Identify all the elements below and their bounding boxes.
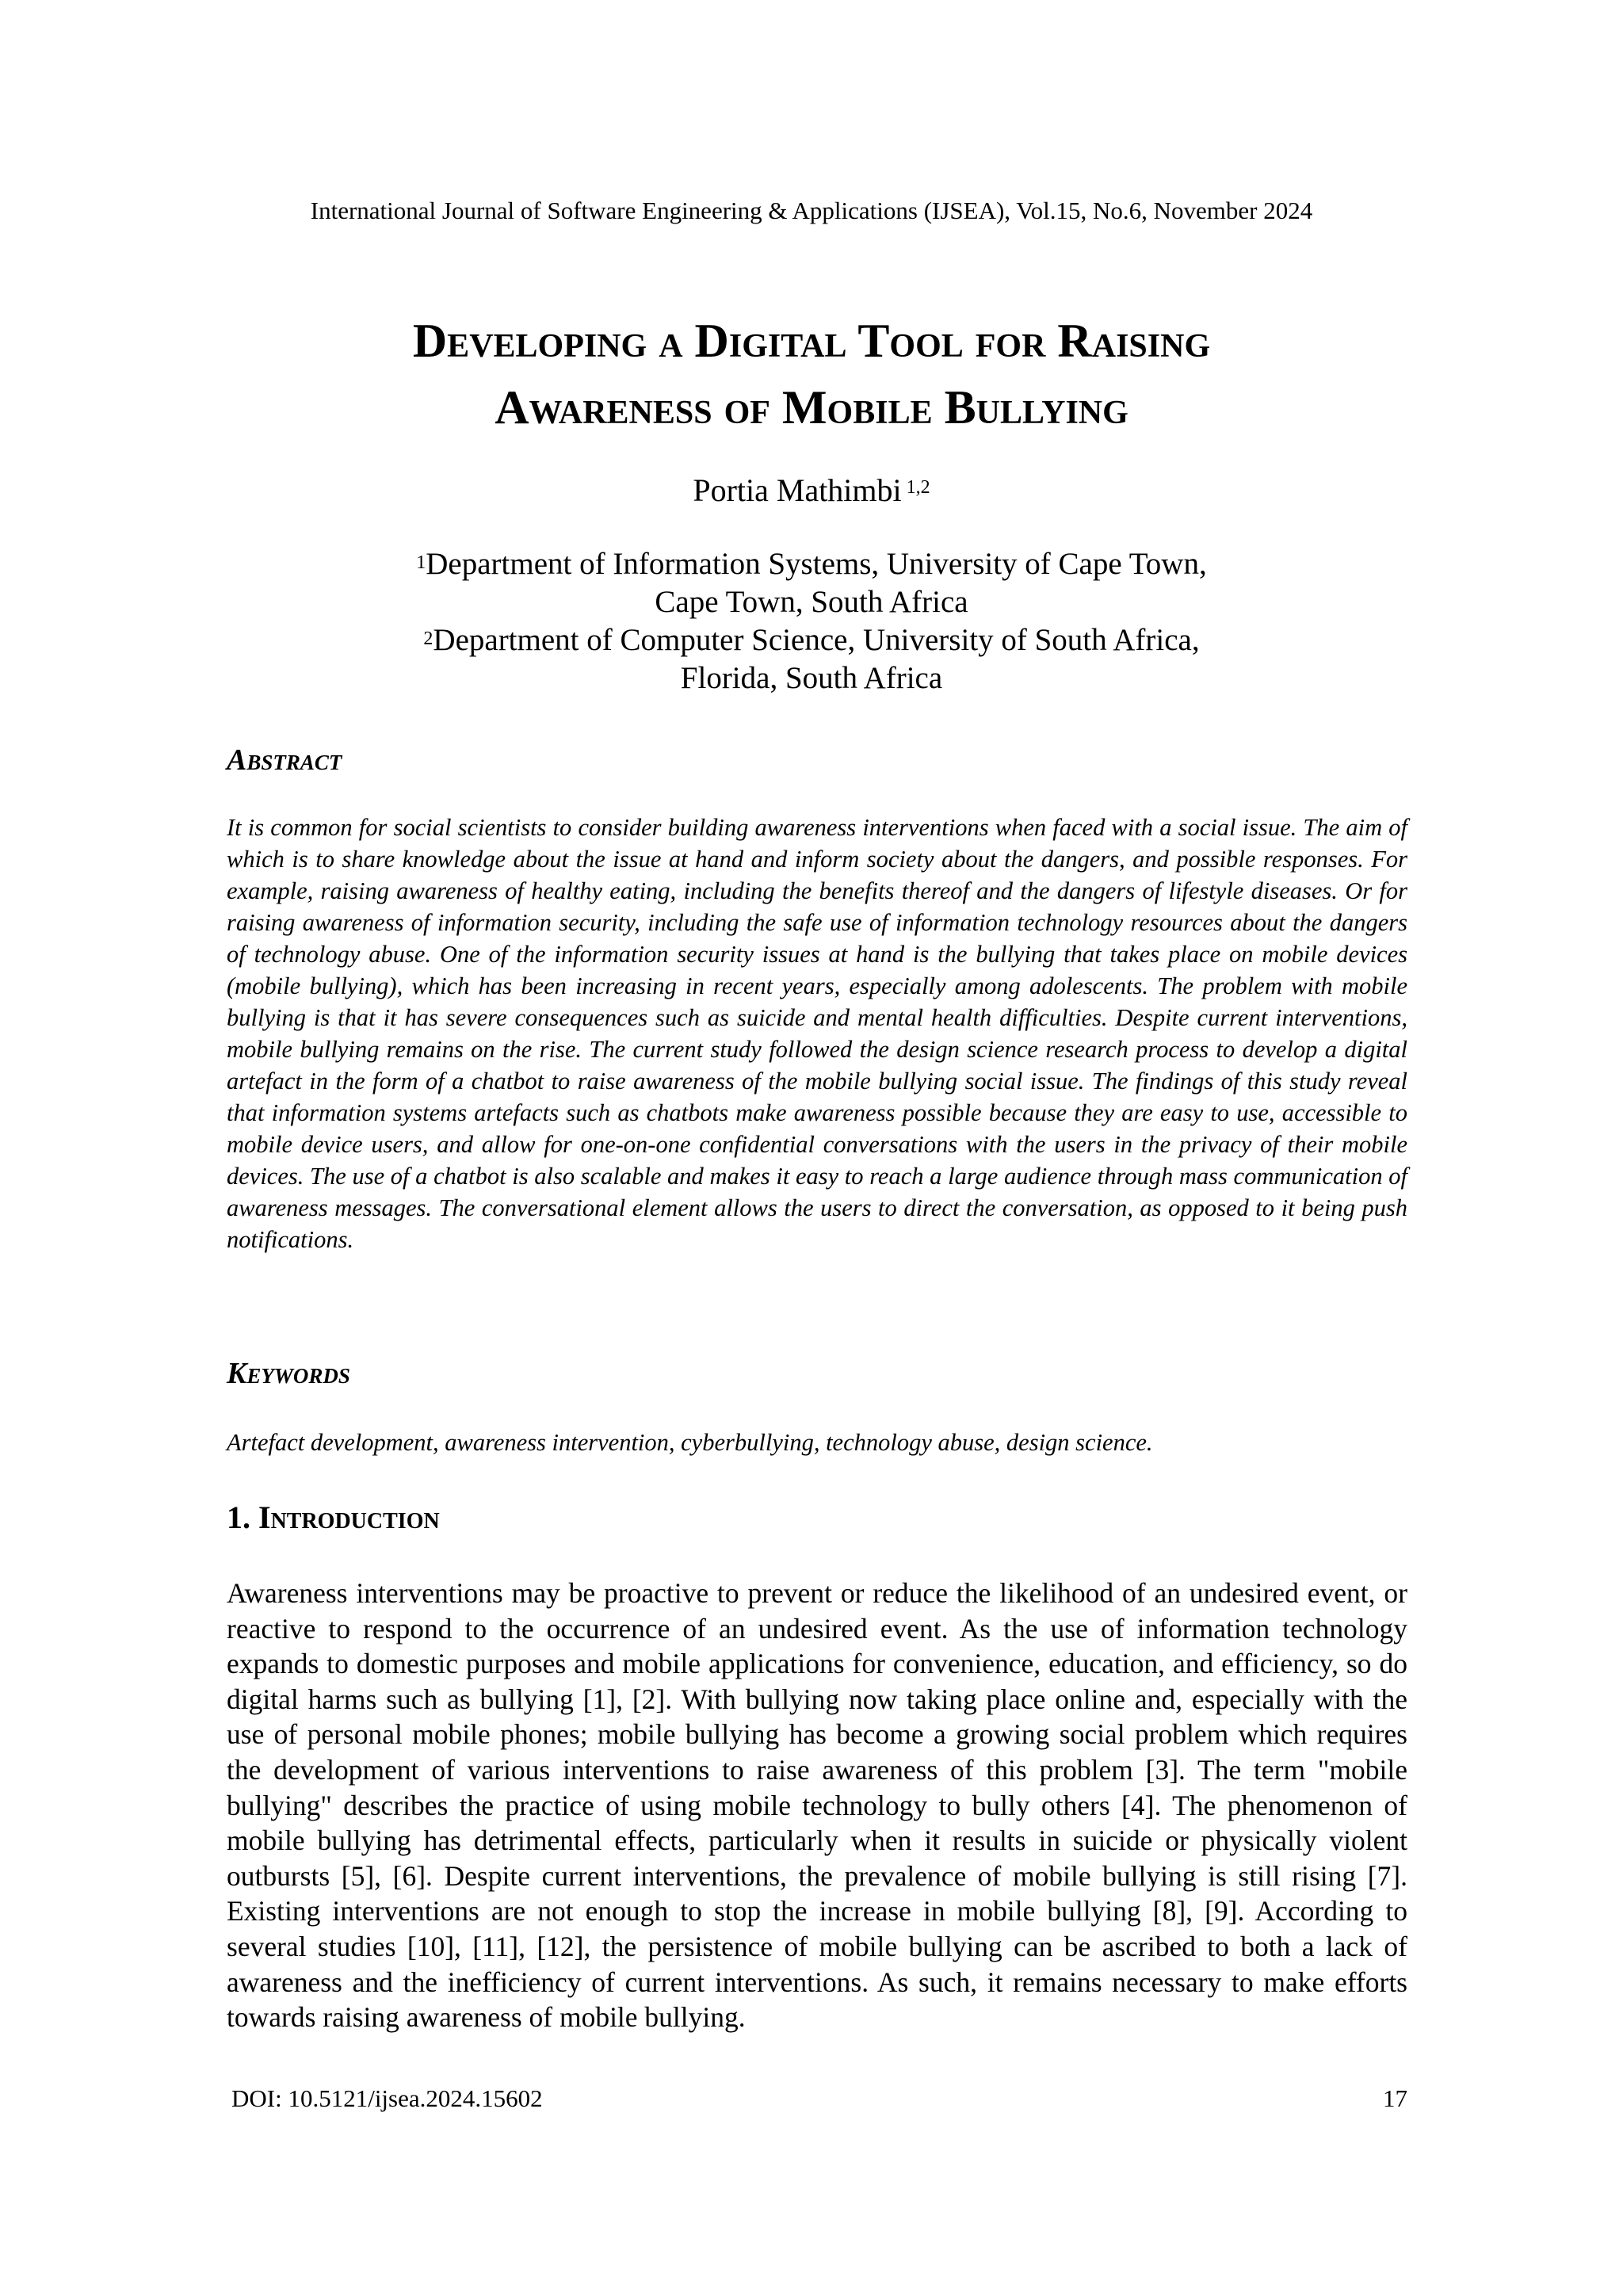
paper-title bbox=[238, 308, 1385, 441]
author-name: Portia Mathimbi bbox=[693, 472, 902, 508]
running-header: International Journal of Software Engineering & Applications (IJSEA), Vol.15, No.6, November 2024 bbox=[310, 197, 1313, 224]
keywords-heading: Keywords bbox=[227, 1357, 350, 1390]
keywords-text: Artefact development, awareness intervention, cyberbullying, technology abuse, design science. bbox=[227, 1429, 1153, 1456]
introduction-heading: 1. Introduction bbox=[227, 1499, 440, 1535]
affiliation-1-text: Department of Information Systems, University of Cape Town, bbox=[426, 547, 1207, 581]
affiliation-1-line-1 bbox=[238, 545, 1385, 583]
affiliation-2-line-2: Florida, South Africa bbox=[680, 661, 943, 695]
page-number: 17 bbox=[1383, 2084, 1407, 2112]
footer-doi: DOI: 10.5121/ijsea.2024.15602 bbox=[231, 2084, 543, 2112]
title-line-1: Developing a Digital Tool for Raising bbox=[412, 315, 1211, 367]
title-line-2: Awareness of Mobile Bullying bbox=[495, 381, 1128, 434]
abstract-heading: Abstract bbox=[227, 743, 342, 777]
affiliation-2-marker: 2 bbox=[423, 628, 433, 649]
author-affiliation-marker: 1,2 bbox=[906, 477, 930, 498]
affiliation-2-text: Department of Computer Science, University of South Africa, bbox=[433, 623, 1200, 657]
affiliation-1-marker: 1 bbox=[416, 552, 426, 573]
author bbox=[0, 471, 1623, 510]
affiliation-2-line-1 bbox=[238, 621, 1385, 659]
affiliations bbox=[238, 545, 1385, 697]
affiliation-1-line-2: Cape Town, South Africa bbox=[655, 585, 968, 619]
introduction-text: Awareness interventions may be proactive to prevent or reduce the likelihood of an undesired event, or reactive to respond to the occurrence of an undesired event. As the use of information technology expands to domestic purposes and mobile applications for convenience, education, and efficiency, so do digital harms such as bullying [1], [2]. With bullying now taking place online and, especially with the use of personal mobile phones; mobile bullying has become a growing social problem which requires the development of various interventions to raise awareness of this problem [3]. The term "mobile bullying" describes the practice of using mobile technology to bully others [4]. The phenomenon of mobile bullying has detrimental effects, particularly when it results in suicide or physically violent outbursts [5], [6]. Despite current interventions, the prevalence of mobile bullying is still rising [7]. Existing interventions are not enough to stop the increase in mobile bullying [8], [9]. According to several studies [10], [11], [12], the persistence of mobile bullying can be ascribed to both a lack of awareness and the inefficiency of current interventions. As such, it remains necessary to make efforts towards raising awareness of mobile bullying. bbox=[227, 1577, 1407, 2034]
abstract-text: It is common for social scientists to consider building awareness interventions when faced with a social issue. The aim of which is to share knowledge about the issue at hand and inform society about the dangers, and possible responses. For example, raising awareness of healthy eating, including the benefits thereof and the dangers of lifestyle diseases. Or for raising awareness of information security, including the safe use of information technology resources about the dangers of technology abuse. One of the information security issues at hand is the bullying that takes place on mobile devices (mobile bullying), which has been increasing in recent years, especially among adolescents. The problem with mobile bullying is that it has severe consequences such as suicide and mental health difficulties. Despite current interventions, mobile bullying remains on the rise. The current study followed the design science research process to develop a digital artefact in the form of a chatbot to raise awareness of the mobile bullying social issue. The findings of this study reveal that information systems artefacts such as chatbots make awareness possible because they are easy to use, accessible to mobile device users, and allow for one-on-one confidential conversations with the users in the privacy of their mobile devices. The use of a chatbot is also scalable and makes it easy to reach a large audience through mass communication of awareness messages. The conversational element allows the users to direct the conversation, as opposed to it being push notifications. bbox=[227, 814, 1407, 1253]
